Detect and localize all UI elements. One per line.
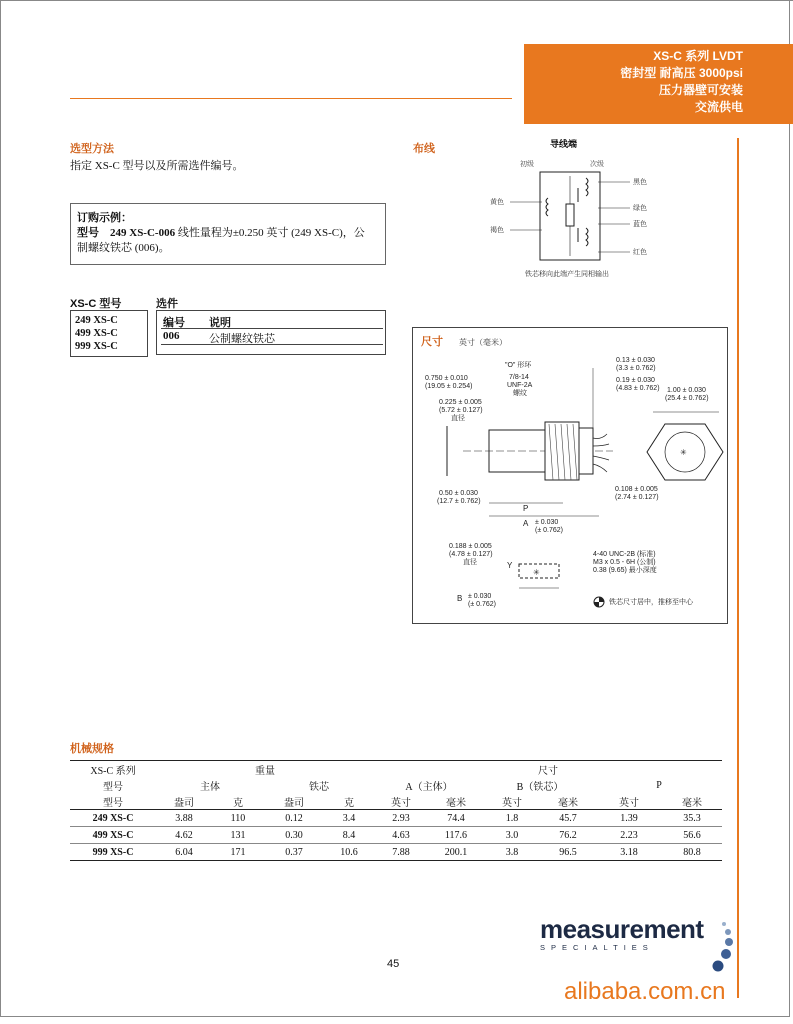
dim-label: (3.3 ± 0.762) [616,365,656,372]
dim-label: UNF-2A [507,382,533,389]
specs-unit: 克 [233,797,243,809]
order-example-text-2: 制螺纹铁芯 (006)。 [77,242,170,254]
specs-header: 型号 [103,781,123,793]
company-logo [540,914,704,952]
dim-label: (± 0.762) [468,601,496,608]
table-cell: 56.6 [683,829,701,841]
wire-label: 黄色 [490,199,504,206]
dim-label: (12.7 ± 0.762) [437,498,481,505]
specs-unit: 英寸 [391,797,411,809]
table-cell: 45.7 [559,812,577,824]
page-number: 45 [387,958,400,970]
header-line-2: 密封型 耐高压 3000psi [620,66,743,80]
end-view-center-mark: ✳ [680,448,687,457]
dim-label: 0.750 ± 0.010 [425,375,468,382]
table-cell: 4.63 [392,829,410,841]
logo-subtitle: SPECIALTIES [540,943,654,952]
wire-label: 褐色 [490,227,504,234]
dim-label: ± 0.030 [468,593,492,600]
specs-header: 铁芯 [309,781,329,793]
model-item: 999 XS-C [75,341,118,352]
dim-label: 直径 [463,559,477,566]
dim-label: B [457,594,463,603]
table-cell: 3.4 [342,812,356,824]
selection-text: 指定 XS-C 型号以及所需选件编号。 [70,160,244,172]
core-center-mark: ✳ [533,568,540,577]
specs-header: A（主体） [405,781,453,793]
table-cell: 110 [230,812,246,824]
primary-coil [546,198,548,216]
table-cell: 7.88 [392,846,410,858]
option-desc: 公制螺纹铁芯 [209,333,275,345]
table-cell: 200.1 [444,846,468,858]
options-col-code: 编号 [163,317,185,329]
table-cell: 6.04 [175,846,193,858]
dim-label: 螺纹 [513,390,527,397]
table-cell: 80.8 [683,846,701,858]
options-title: 选件 [156,298,178,310]
dim-label: P [523,504,529,513]
wire-label: 红色 [633,249,647,256]
dim-label: 0.188 ± 0.005 [449,543,492,550]
dim-label: 直径 [451,415,465,422]
model-item: 499 XS-C [75,328,118,339]
dim-label: 1.00 ± 0.030 [667,387,706,394]
specs-unit: 毫米 [682,797,702,809]
dim-label: 0.108 ± 0.005 [615,486,658,493]
specs-unit: 克 [344,797,354,809]
table-row [70,827,722,844]
table-cell: 4.62 [175,829,193,841]
wiring-diagram-title: 导线端 [550,139,578,149]
specs-header: 主体 [200,781,220,793]
secondary-coil-bottom [586,228,588,246]
table-cell: 10.6 [340,846,358,858]
table-cell: 1.8 [505,812,519,824]
table-cell: 131 [230,829,246,841]
table-cell: 3.18 [620,846,638,858]
wire-label: 蓝色 [633,221,647,228]
specs-header: XS-C 系列 [90,765,136,777]
dim-label: 4-40 UNC-2B (标准) [593,551,656,558]
dimensions-drawing [413,328,727,623]
wiring-diagram [480,136,680,282]
specs-unit: 毫米 [446,797,466,809]
table-cell: 3.8 [505,846,519,858]
header-rule [70,98,512,99]
header-line-1: XS-C 系列 LVDT [653,49,743,63]
table-cell: 0.12 [285,812,303,824]
dimensions-subtitle: 英寸（毫米） [459,338,507,347]
wire-label: 黑色 [633,179,647,186]
core [566,204,574,226]
wiring-primary-label: 初级 [520,161,534,168]
secondary-coil-top [586,178,588,196]
dim-label: (2.74 ± 0.127) [615,494,659,501]
table-cell: 3.0 [505,829,519,841]
dim-label: 0.19 ± 0.030 [616,377,655,384]
specs-unit: 型号 [103,797,123,809]
specs-unit: 英寸 [502,797,522,809]
specs-header: 尺寸 [538,765,558,777]
table-row [70,844,722,861]
wire-label: 绿色 [633,205,647,212]
table-cell: 2.23 [620,829,638,841]
watermark-text: alibaba.com.cn [564,978,726,1005]
dim-label: 0.38 (9.65) 最小深度 [593,567,657,574]
options-header-row [161,314,383,329]
table-cell: 499 XS-C [92,829,134,841]
dim-label: "O" 形环 [505,362,532,369]
model-list [70,310,148,357]
selection-title: 选型方法 [70,143,114,155]
dim-label: 0.225 ± 0.005 [439,399,482,406]
specs-unit: 盎司 [174,797,194,809]
specs-unit: 盎司 [284,797,304,809]
logo-dots-icon [702,918,736,978]
specs-header: 重量 [255,765,275,777]
table-cell: 35.3 [683,812,701,824]
dim-label: 0.50 ± 0.030 [439,490,478,497]
dim-label: 铁芯尺寸居中，推移至中心 [609,599,693,606]
logo-wordmark: measurement [540,914,704,944]
dimensions-title: 尺寸 [421,336,443,348]
dim-label: (4.83 ± 0.762) [616,385,660,392]
table-cell: 0.30 [285,829,303,841]
table-row [70,810,722,827]
order-example-code: 249 XS-C-006 [110,227,176,239]
options-col-desc: 说明 [209,317,231,329]
table-cell: 117.6 [444,829,468,841]
dim-label: (25.4 ± 0.762) [665,395,709,402]
specs-title: 机械规格 [70,743,114,755]
wiring-secondary-label: 次级 [590,161,604,168]
table-cell: 8.4 [342,829,356,841]
dim-label: (± 0.762) [535,527,563,534]
specs-header-row-3 [70,793,722,810]
header-line-3: 压力器壁可安装 [658,83,743,97]
specs-header-row-2 [70,777,722,793]
order-example-label: 型号 [77,227,99,239]
threaded-section [545,422,579,480]
dim-label: M3 x 0.5 - 6H (公制) [593,559,656,566]
table-cell: 74.4 [447,812,465,824]
dim-label: 0.13 ± 0.030 [616,357,655,364]
header-box [524,44,793,124]
table-cell: 2.93 [392,812,410,824]
table-cell: 1.39 [620,812,638,824]
dim-label: (19.05 ± 0.254) [425,383,473,390]
hex-nut-side [579,428,593,474]
dim-label: Y [507,561,513,570]
order-example-title: 订购示例： [77,212,132,224]
options-box [156,310,386,355]
table-cell: 999 XS-C [92,846,134,858]
dimensions-box [412,327,728,624]
lead-wires [593,434,609,472]
specs-unit: 毫米 [558,797,578,809]
options-row [161,330,383,345]
dim-label: (5.72 ± 0.127) [439,407,483,414]
dim-label: A [523,519,529,528]
order-example-text-1: 线性量程为±0.250 英寸 (249 XS-C)，公 [177,227,365,239]
table-cell: 171 [230,846,246,858]
option-code: 006 [163,330,180,342]
header-line-4: 交流供电 [694,100,743,114]
dim-label: (4.78 ± 0.127) [449,551,493,558]
specs-table [70,760,722,861]
models-title: XS-C 型号 [70,298,122,310]
model-item: 249 XS-C [75,315,118,326]
specs-header-row-1 [70,761,722,778]
table-cell: 249 XS-C [92,812,134,824]
right-accent-rule [737,138,739,998]
specs-header: P [656,779,662,791]
order-example-box [70,203,386,265]
wiring-note: 铁芯移向此端产生同相输出 [525,271,609,278]
dim-label: ± 0.030 [535,519,559,526]
table-cell: 76.2 [559,829,577,841]
specs-unit: 英寸 [619,797,639,809]
specs-header: B（铁芯） [516,781,564,793]
table-cell: 3.88 [175,812,193,824]
table-cell: 96.5 [559,846,577,858]
dim-label: 7/8-14 [509,374,529,381]
wiring-title: 布线 [413,143,435,155]
table-cell: 0.37 [285,846,303,858]
